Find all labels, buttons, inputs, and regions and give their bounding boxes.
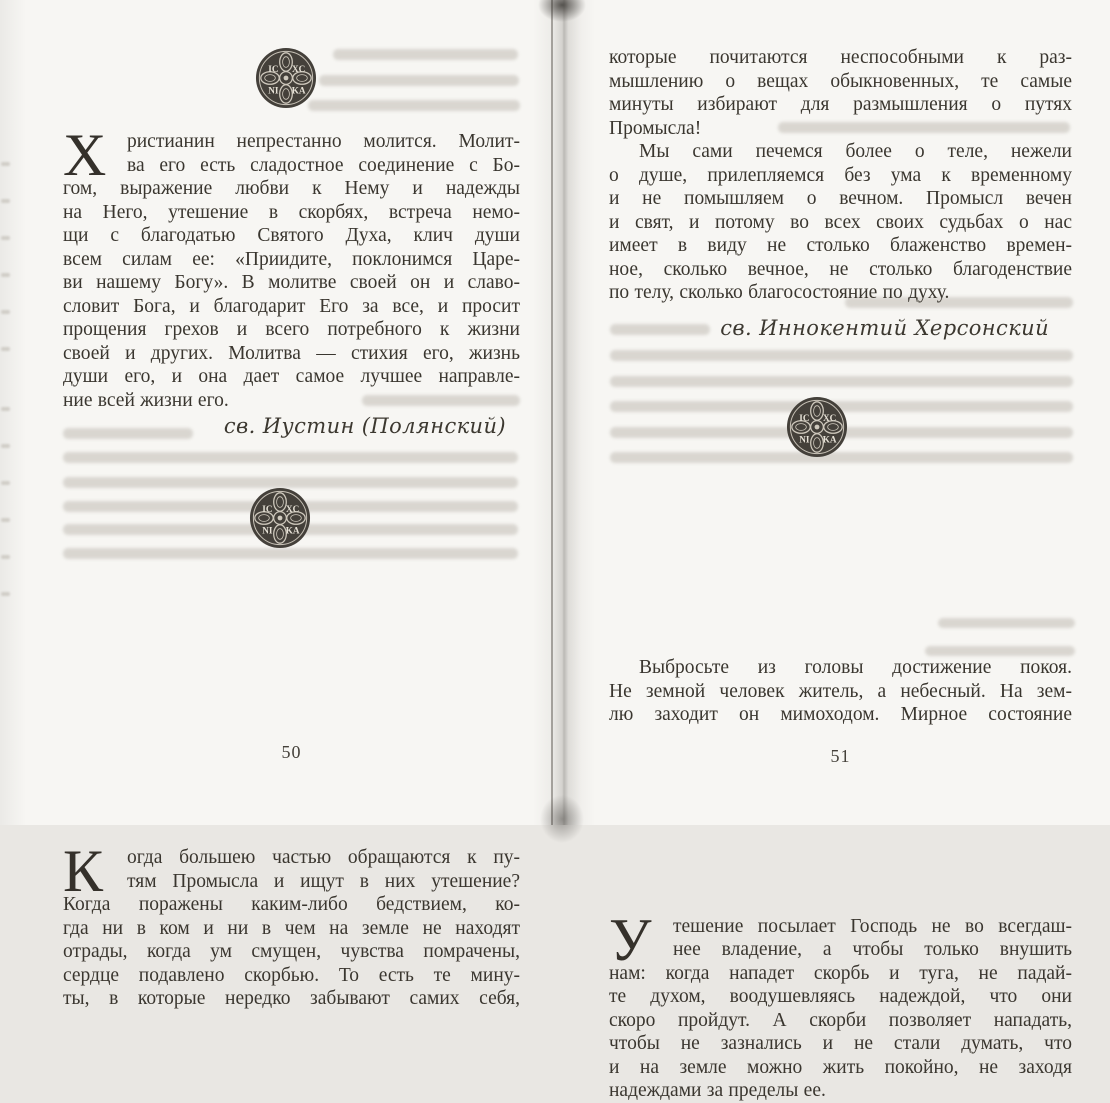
paragraph (63, 122, 520, 412)
text-line: те духом, воодушевляясь надеждой, что они (609, 986, 1072, 1007)
text-line: минуты избирают для размышления о путях (609, 94, 1072, 115)
text-line: огда большею частью обращаются к пу- (127, 847, 520, 868)
text-line: ние всей жизни его. (63, 389, 229, 411)
text-line: имеет в виду не столько блаженство времен- (609, 235, 1072, 256)
drop-cap: У (609, 906, 652, 973)
bleed-through-text (333, 49, 518, 60)
text-line: скоро пройдут. А скорби позволяет нападать, (609, 1009, 1072, 1031)
bleed-through-text (610, 350, 1073, 361)
text-line: надеждами за пределы ее. (609, 1080, 826, 1101)
text-line: своей и других. Молитва — стихия его, жизнь (63, 342, 520, 364)
text-line: чтобы не зазнались и не стали думать, что (609, 1033, 1072, 1054)
text-line: и свят, и потому во всех своих судьбах о нас (609, 211, 1072, 233)
medallion-letters: XC (822, 413, 837, 424)
book-gutter (533, 0, 595, 825)
book-gutter-shadow-bottom (540, 795, 584, 843)
medallion-letters: IC (799, 413, 810, 424)
paragraph (63, 838, 520, 1011)
bleed-through-text (1, 347, 10, 351)
bleed-through-text (1, 162, 10, 166)
medallion-letters: IC (262, 504, 273, 515)
text-line: Промысла! (609, 117, 702, 139)
bleed-through-text (1, 592, 10, 596)
bleed-through-text (1, 555, 10, 559)
text-line: ристианин непрестанно молится. Молит- (127, 131, 520, 152)
text-line: которые почитаются неспособными к раз- (609, 47, 1072, 68)
text-line: нам: когда нападет скорбь и туга, не падай- (609, 962, 1072, 984)
medallion-letters: IC (268, 64, 279, 75)
christogram-medallion-icon (255, 47, 317, 109)
book-gutter-shadow-top (538, 0, 586, 22)
text-line: и на земле можно жить покойно, не заходя (609, 1056, 1072, 1078)
text-line: Выбросьте из головы достижение покоя. (639, 657, 1072, 678)
medallion-letters: KA (285, 525, 300, 536)
text-line: ва его есть сладостное соединение с Бо- (127, 154, 520, 176)
medallion-letters: NI (268, 85, 279, 96)
medallion-letters: XC (291, 64, 306, 75)
text-line: всем силам ее: «Приидите, поклонимся Царе- (63, 248, 520, 270)
paragraph (609, 656, 1072, 727)
text-line: прощения грехов и всего потребного к жизни (63, 319, 520, 340)
text-line: о душе, прилепляемся без ума к временному (609, 164, 1072, 186)
text-line: щи с благодатью Святого Духа, клич души (63, 225, 520, 246)
medallion-letters: NI (799, 434, 810, 445)
bleed-through-text (1, 273, 10, 277)
bleed-through-text (1, 518, 10, 522)
text-line: гом, выражение любви к Нему и надежды (63, 178, 520, 199)
bleed-through-text (1, 310, 10, 314)
christogram-medallion-icon (786, 396, 848, 458)
page-number: 50 (281, 742, 302, 762)
text-line: отрады, когда ум смущен, чувства помрачены, (63, 941, 520, 962)
text-line: нее владение, а чтобы только внушить (673, 939, 1072, 960)
text-line: Когда поражены каким-либо бедствием, ко- (63, 894, 520, 915)
bleed-through-text (1, 199, 10, 203)
christogram-medallion-icon (249, 487, 311, 549)
medallion-letters: XC (285, 504, 300, 515)
drop-cap: К (63, 838, 104, 904)
paragraph (609, 46, 1072, 140)
text-line: ты, в которые нередко забывают самих себя, (63, 988, 520, 1009)
text-line: ви нашему Богу». В молитве своей он и славо- (63, 272, 520, 293)
page-edge-shading (0, 0, 26, 825)
medallion-letters: NI (262, 525, 273, 536)
text-line: ное, сколько вечное, не столько благоденствие (609, 258, 1072, 280)
bleed-through-text (1, 444, 10, 448)
medallion-letters: KA (291, 85, 306, 96)
text-line: по телу, сколько благосостояние по духу. (609, 282, 950, 303)
author-signature: св. Иннокентий Херсонский (720, 316, 1049, 340)
bleed-through-text (1, 407, 10, 411)
text-line: тям Промысла и ищут в них утешение? (127, 870, 520, 892)
text-line: словит Бога, и благодарит Его за все, и просит (63, 295, 520, 317)
bleed-through-text (319, 75, 519, 86)
bleed-through-text (1, 481, 10, 485)
bleed-through-text (308, 100, 520, 111)
text-line: и не помышляем о вечном. Промысл вечен (609, 188, 1072, 209)
book-gutter-crease (551, 0, 553, 825)
medallion-letters: KA (822, 434, 837, 445)
author-signature: св. Иустин (Полянский) (223, 414, 506, 438)
drop-cap: Х (63, 122, 107, 188)
page-number: 51 (830, 746, 851, 766)
bleed-through-text (63, 452, 518, 463)
bleed-through-text (63, 548, 518, 559)
text-line: мышлению о вещах обыкновенных, те самые (609, 70, 1072, 92)
text-line: сердце подавлено скорбью. То есть те мину- (63, 964, 520, 986)
bleed-through-text (925, 646, 1075, 656)
bleed-through-text (1, 236, 10, 240)
text-line: Мы сами печемся более о теле, нежели (639, 141, 1072, 162)
text-line: лю заходит он мимоходом. Мирное состояние (609, 704, 1072, 725)
text-line: тешение посылает Господь не во всегдаш- (673, 915, 1072, 937)
bleed-through-text (610, 376, 1073, 387)
text-line: души его, и она дает самое лучшее направле- (63, 366, 520, 387)
bleed-through-text (938, 618, 1075, 628)
text-line: гда ни в ком и ни в чем на земле не находят (63, 917, 520, 939)
text-line: Не земной человек житель, а небесный. На зем- (609, 680, 1072, 702)
text-line: на Него, утешение в скорбях, встреча немо- (63, 201, 520, 223)
paragraph (609, 906, 1072, 1103)
paragraph (609, 140, 1072, 305)
